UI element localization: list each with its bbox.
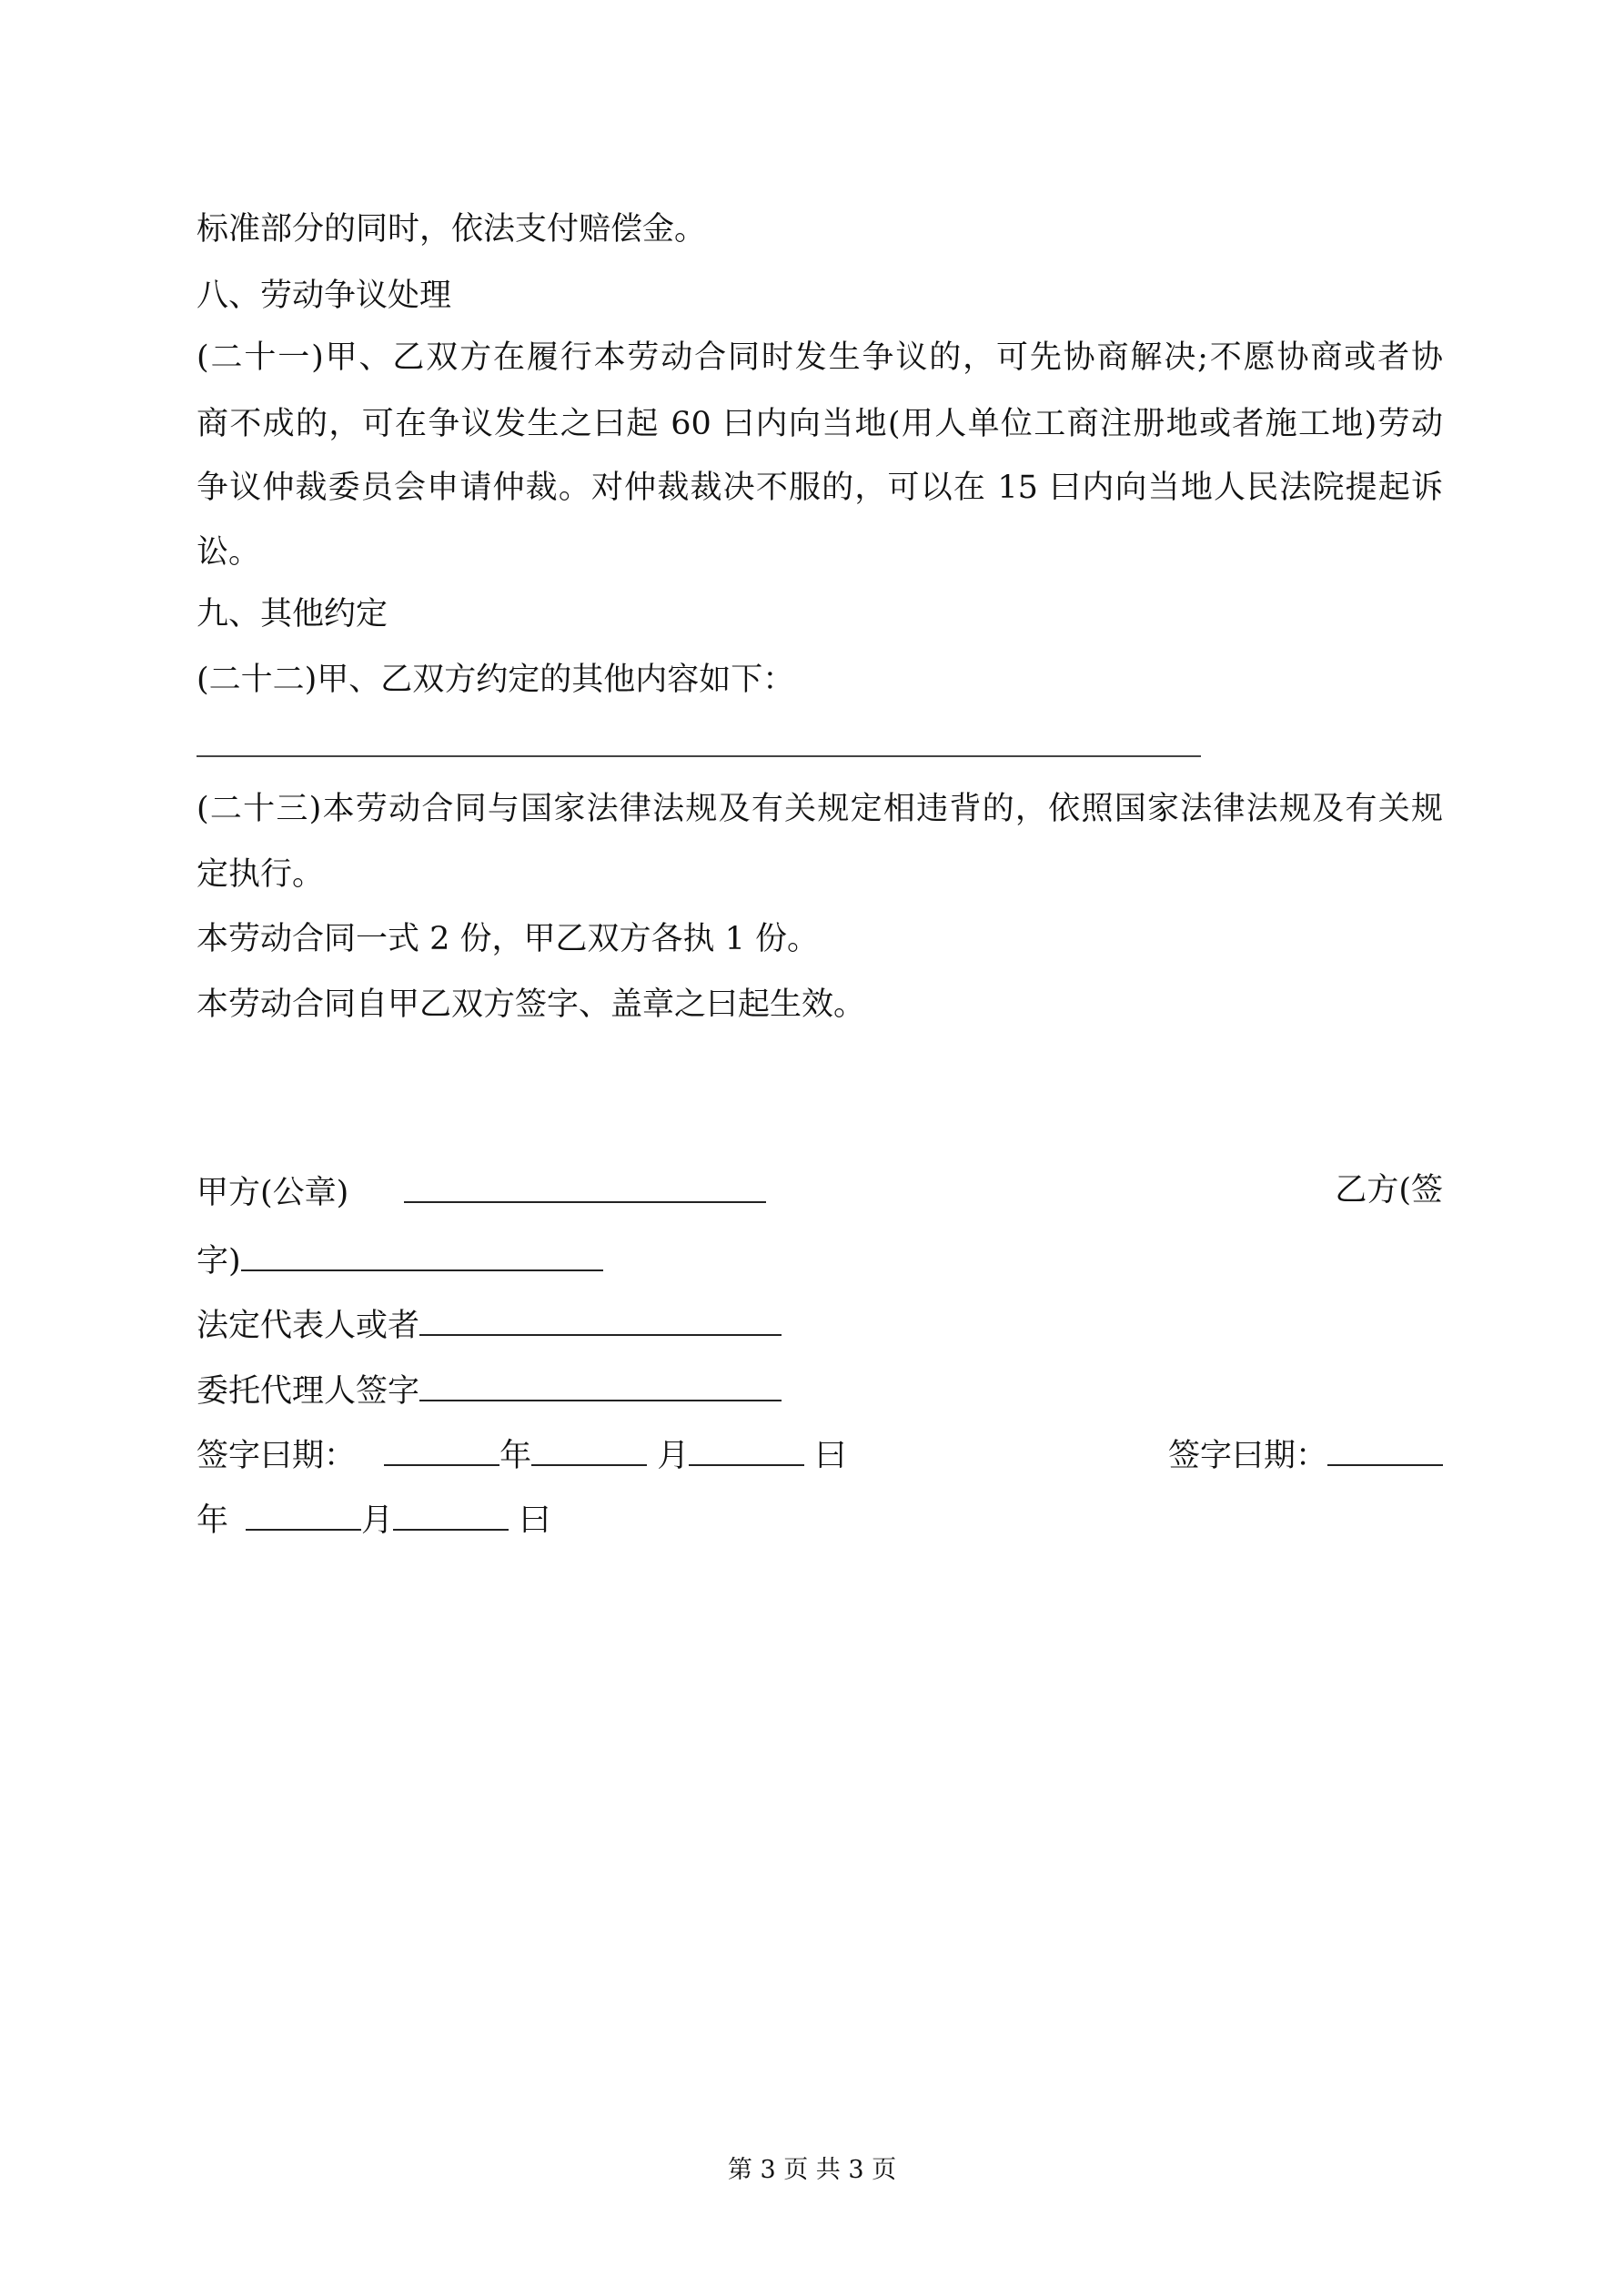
agent-blank — [419, 1369, 782, 1401]
day-blank-b — [393, 1498, 509, 1531]
clause-21-line: 争议仲裁委员会申请仲裁。对仲裁裁决不服的，可以在 15 曰内向当地人民法院提起诉 — [197, 470, 1443, 506]
signature-party-a-row — [197, 1170, 1443, 1210]
month-blank-b — [246, 1498, 361, 1531]
year-label-b: 年 — [197, 1502, 229, 1539]
sign-date-row — [197, 1433, 1443, 1473]
effective-text: 本劳动合同自甲乙双方签字、盖章之曰起生效。 — [197, 986, 866, 1023]
legal-rep-label: 法定代表人或者 — [197, 1308, 420, 1344]
clause-21-line: 讼。 — [197, 534, 261, 571]
clause-23-line: (二十三)本劳动合同与国家法律法规及有关规定相违背的，依照国家法律法规及有关规 — [197, 791, 1443, 827]
year-blank-b — [1327, 1433, 1443, 1466]
clause-21-line: 商不成的，可在争议发生之曰起 60 曰内向当地(用人单位工商注册地或者施工地)劳动 — [197, 406, 1443, 442]
day-label-b: 曰 — [519, 1502, 551, 1539]
section-heading-9: 九、其他约定 — [197, 596, 388, 632]
blank-fill-line — [197, 755, 1201, 757]
date-label-b: 签字曰期： — [1167, 1438, 1327, 1474]
month-label-a: 月 — [657, 1438, 690, 1474]
party-b-label-cont: 字) — [197, 1243, 241, 1279]
month-label-b: 月 — [361, 1502, 394, 1539]
legal-rep-blank — [419, 1303, 782, 1336]
signature-party-b-row — [197, 1239, 1443, 1279]
agent-label: 委托代理人签字 — [197, 1373, 420, 1410]
section-heading-8: 八、劳动争议处理 — [197, 278, 452, 314]
legal-rep-row — [197, 1303, 1443, 1343]
page-number: 第 3 页 共 3 页 — [727, 2156, 897, 2184]
party-b-sign-blank — [241, 1239, 603, 1271]
day-label-a: 曰 — [814, 1438, 847, 1474]
day-blank-a — [689, 1433, 804, 1466]
agent-row — [197, 1369, 1443, 1409]
date-label-a: 签字曰期： — [197, 1438, 357, 1474]
year-blank-a — [384, 1433, 499, 1466]
month-blank-pre-a — [531, 1433, 647, 1466]
party-a-seal-blank — [404, 1170, 766, 1203]
paragraph-line: 标准部分的同时，依法支付赔偿金。 — [197, 211, 707, 248]
year-label-a: 年 — [499, 1438, 532, 1474]
party-b-label: 乙方(签 — [1335, 1172, 1443, 1209]
clause-22: (二十二)甲、乙双方约定的其他内容如下： — [197, 662, 795, 698]
clause-21-line: (二十一)甲、乙双方在履行本劳动合同时发生争议的，可先协商解决;不愿协商或者协 — [197, 339, 1443, 376]
clause-23-line: 定执行。 — [197, 856, 325, 893]
copies-text: 本劳动合同一式 2 份，甲乙双方各执 1 份。 — [197, 921, 820, 957]
party-a-label: 甲方(公章) — [197, 1175, 349, 1211]
sign-date-row-b — [197, 1498, 1443, 1538]
